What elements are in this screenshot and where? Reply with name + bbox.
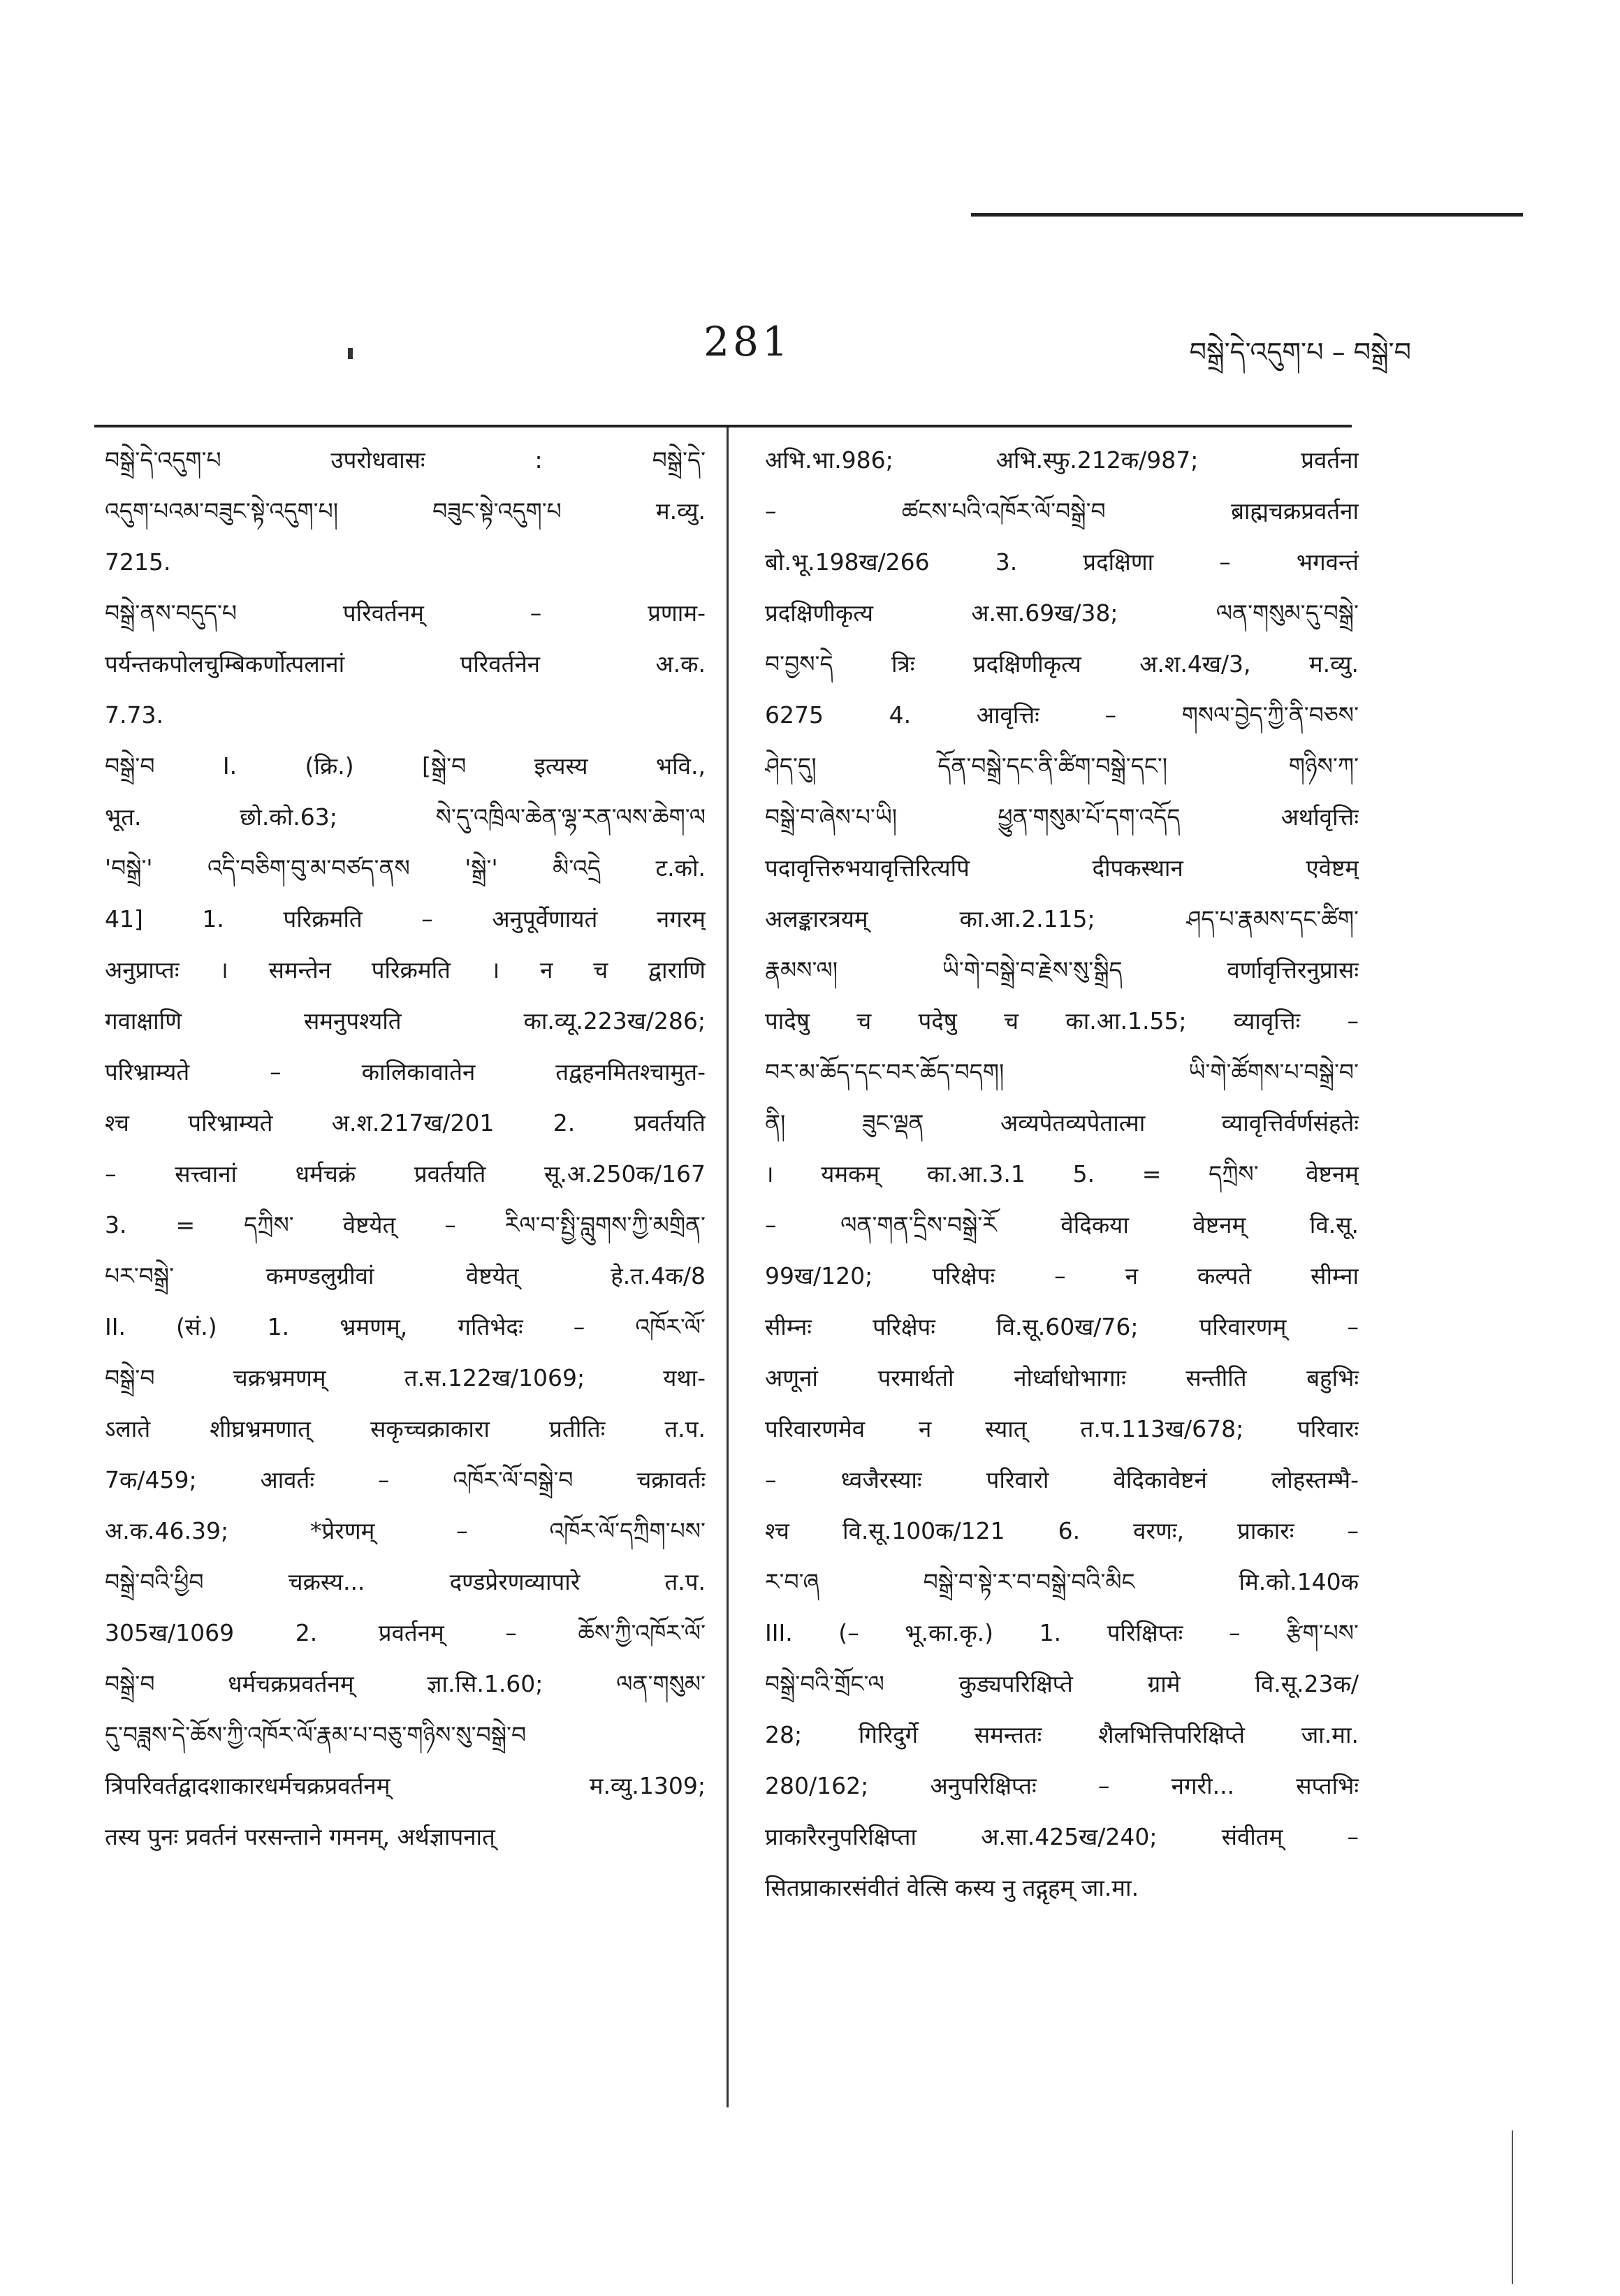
text-line: 99ख/120; परिक्षेपः – न कल्पते सीम्ना: [765, 1262, 1359, 1289]
text-line: बो.भू.198ख/266 3. प्रदक्षिणा – भगवन्तं: [765, 548, 1359, 576]
text-line: 6275 4. आवृत्तिः – གསལ་བྱེད་ཀྱི་ནི་བཅས་: [765, 701, 1359, 729]
text-line: འདུག་པའམ་བཟུང་སྟེ་འདུག་པ། བཟུང་སྟེ་འདུག་པ म.व्यु.: [105, 497, 706, 525]
text-line: 41] 1. परिक्रमति – अनुपूर्वेणायतं नगरम्: [105, 905, 706, 933]
text-line: प्रदक्षिणीकृत्य अ.सा.69ख/38; ལན་གསུམ་དུ་བསྒྲེ་: [765, 599, 1359, 627]
text-line: བར་མ་ཆོད་དང་བར་ཆོད་བདག། ཡི་གེ་ཚོགས་པ་བསྒྲེ་བ་: [765, 1058, 1359, 1085]
text-line: भूत. छो.को.63; སེ་དུ་འཁྲིལ་ཆེན་ལྷ་རན་ལས་ཆེག་ལ: [105, 803, 706, 831]
text-line: तस्य पुनः प्रवर्तनं परसन्ताने गमनम्, अर्थज्ञापनात्: [105, 1823, 495, 1850]
text-line: अनुप्राप्तः । समन्तेन परिक्रमति । न च द्वाराणि: [105, 956, 706, 984]
text-line: सीम्नः परिक्षेपः वि.सू.60ख/76; परिवारणम् –: [765, 1313, 1359, 1340]
text-line: त्रिपरिवर्तद्वादशाकारधर्मचक्रप्रवर्तनम् म.व्यु.1309;: [105, 1772, 706, 1799]
text-line: – ध्वजैरस्याः परिवारो वेदिकावेष्टनं लोहस्तम्भै-: [765, 1466, 1359, 1493]
column-divider: [727, 427, 729, 2107]
page-number: 281: [703, 318, 791, 365]
text-line: पादेषु च पदेषु च का.आ.1.55; व्यावृत्तिः –: [765, 1007, 1359, 1034]
top-rule: [971, 213, 1523, 217]
text-line: བསྒྲེ་བ धर्मचक्रप्रवर्तनम् ज्ञा.सि.1.60; ལན་གསུམ་: [105, 1670, 706, 1697]
text-line: अणूनां परमार्थतो नोर्ध्वाधोभागाः सन्तीति बहुभिः: [765, 1364, 1359, 1391]
text-line: II. (सं.) 1. भ्रमणम्, गतिभेदः – འཁོར་ལོ་: [105, 1313, 706, 1340]
text-line: परिभ्राम्यते – कालिकावातेन तद्वहनमितश्चामुत-: [105, 1058, 706, 1085]
text-line: པར་བསྒྲེ་ कमण्डलुग्रीवां वेष्टयेत् हे.त.4क/8: [105, 1262, 706, 1289]
text-line: 'བསྒྲེ་' འདི་བཅིག་བུ་མ་བཙད་ནས 'སྒྲེ་' མི་འདྲེ ट.को.: [105, 854, 706, 882]
text-line: 28; गिरिदुर्गे समन्ततः शैलभित्तिपरिक्षिप्ते जा.मा.: [765, 1721, 1359, 1748]
text-line: श्च परिभ्राम्यते अ.श.217ख/201 2. प्रवर्तयति: [105, 1109, 706, 1136]
text-line: – ལན་གན་དྲིས་བསྒྲེ་རོ वेदिकया वेष्टनम् वि.सू.: [765, 1211, 1359, 1238]
text-line: བསྒྲེ་བའི་ཕྱིབ चक्रस्य... दण्डप्रेरणव्यापारे त.प.: [105, 1568, 706, 1595]
text-line: सितप्राकारसंवीतं वेत्सि कस्य नु तद्गृहम् जा.मा.: [765, 1874, 1139, 1901]
margin-dot: [348, 348, 353, 359]
text-line: བསྒྲེ་བ चक्रभ्रमणम् त.स.122ख/1069; यथा-: [105, 1364, 706, 1391]
text-line: 7क/459; आवर्तः – འཁོར་ལོ་བསྒྲེ་བ चक्रावर्तः: [105, 1466, 706, 1493]
text-line: 280/162; अनुपरिक्षिप्तः – नगरी... सप्तभिः: [765, 1772, 1359, 1799]
text-line: अभि.भा.986; अभि.स्फु.212क/987; प्रवर्तना: [765, 446, 1359, 474]
text-line: བསྒྲེ་དེ་འདུག་པ उपरोधवासः : བསྒྲེ་དེ་: [105, 446, 706, 474]
text-line: བ་བྱས་དེ त्रिः प्रदक्षिणीकृत्य अ.श.4ख/3, म.व्यु.: [765, 650, 1359, 678]
text-line: དུ་བཟླས་དེ་ཆོས་ཀྱི་འཁོར་ལོ་རྣམ་པ་བཅུ་གཉིས་སུ་བསྒྲེ་བ: [105, 1721, 527, 1748]
text-line: अलङ्कारत्रयम् का.आ.2.115; ཤད་པ་རྣམས་དང་ཚིག་: [765, 905, 1359, 933]
text-line: परिवारणमेव न स्यात् त.प.113ख/678; परिवारः: [765, 1415, 1359, 1442]
text-line: བསྒྲེ་བའི་གྲོང་ལ कुड्यपरिक्षिप्ते ग्रामे वि.सू.23क/: [765, 1670, 1359, 1697]
running-head: བསྒྲེ་དེ་འདུག་པ – བསྒྲེ་བ: [1189, 337, 1411, 367]
text-line: ནི། ཟུང་ལྡན अव्यपेतव्यपेतात्मा व्यावृत्तिर्वर्णसंहतेः: [765, 1109, 1359, 1136]
text-line: ར་བ་ཞ བསྒྲེ་བ་སྟེ་ར་བ་བསྒྲེ་བའི་མིང मि.को.140क: [765, 1568, 1359, 1595]
text-line: अ.क.46.39; *प्रेरणम् – འཁོར་ལོ་དཀྲིག་པས་: [105, 1517, 706, 1544]
text-line: 3. = དཀྲིས་ वेष्टयेत् – རིལ་བ་སྤྱི་བླུགས་ཀྱི་མགྲིན་: [105, 1211, 706, 1238]
text-line: 7215.: [105, 548, 171, 576]
text-line: गवाक्षाणि समनुपश्यति का.व्यू.223ख/286;: [105, 1007, 706, 1034]
text-line: III. (– भू.का.कृ.) 1. परिक्षिप्तः – རྩིག་པས་: [765, 1619, 1359, 1646]
header-rule: [94, 425, 1352, 427]
left-column: [105, 434, 706, 1862]
text-line: श्च वि.सू.100क/121 6. वरणः, प्राकारः –: [765, 1517, 1359, 1544]
text-line: – ཚངས་པའི་འཁོར་ལོ་བསྒྲེ་བ ब्राह्मचक्रप्रवर्तना: [765, 497, 1359, 525]
text-line: རྣམས་ལ། ཡི་གེ་བསྒྲེ་བ་རྗེས་སུ་སྒྲིད वर्णावृत्तिरनुप्रासः: [765, 956, 1359, 984]
text-line: ཤེད་དུ། དོན་བསྒྲེ་དང་ནི་ཚིག་བསྒྲེ་དང་། གཉིས་ཀ་: [765, 752, 1359, 780]
text-line: 7.73.: [105, 701, 163, 729]
margin-mark: [1512, 2130, 1513, 2284]
text-line: བསྒྲེ་ནས་བདུད་པ परिवर्तनम् – प्रणाम-: [105, 599, 706, 627]
text-line: प्राकारैरनुपरिक्षिप्ता अ.सा.425ख/240; संवीतम् –: [765, 1823, 1359, 1850]
text-line: – सत्त्वानां धर्मचक्रं प्रवर्तयति सू.अ.250क/167: [105, 1160, 706, 1187]
text-line: 305ख/1069 2. प्रवर्तनम् – ཆོས་ཀྱི་འཁོར་ལོ་: [105, 1619, 706, 1646]
right-column: [765, 434, 1359, 1913]
text-line: । यमकम् का.आ.3.1 5. = དཀྲིས་ वेष्टनम्: [765, 1160, 1359, 1187]
text-line: བསྒྲེ་བ I. (क्रि.) [སྒྲེ་བ इत्यस्य भवि.,: [105, 752, 706, 780]
text-line: पदावृत्तिरुभयावृत्तिरित्यपि दीपकस्थान एवेष्टम्: [765, 854, 1359, 882]
text-line: पर्यन्तकपोलचुम्बिकर्णोत्पलानां परिवर्तनेन अ.क.: [105, 650, 706, 678]
text-line: བསྒྲེ་བ་ཞེས་པ་ཡི། ཕྱུན་གསུམ་པོ་དག་འདོད अर्थावृत्तिः: [765, 803, 1359, 831]
text-line: ऽलाते शीघ्रभ्रमणात् सकृच्चक्राकारा प्रतीतिः त.प.: [105, 1415, 706, 1442]
